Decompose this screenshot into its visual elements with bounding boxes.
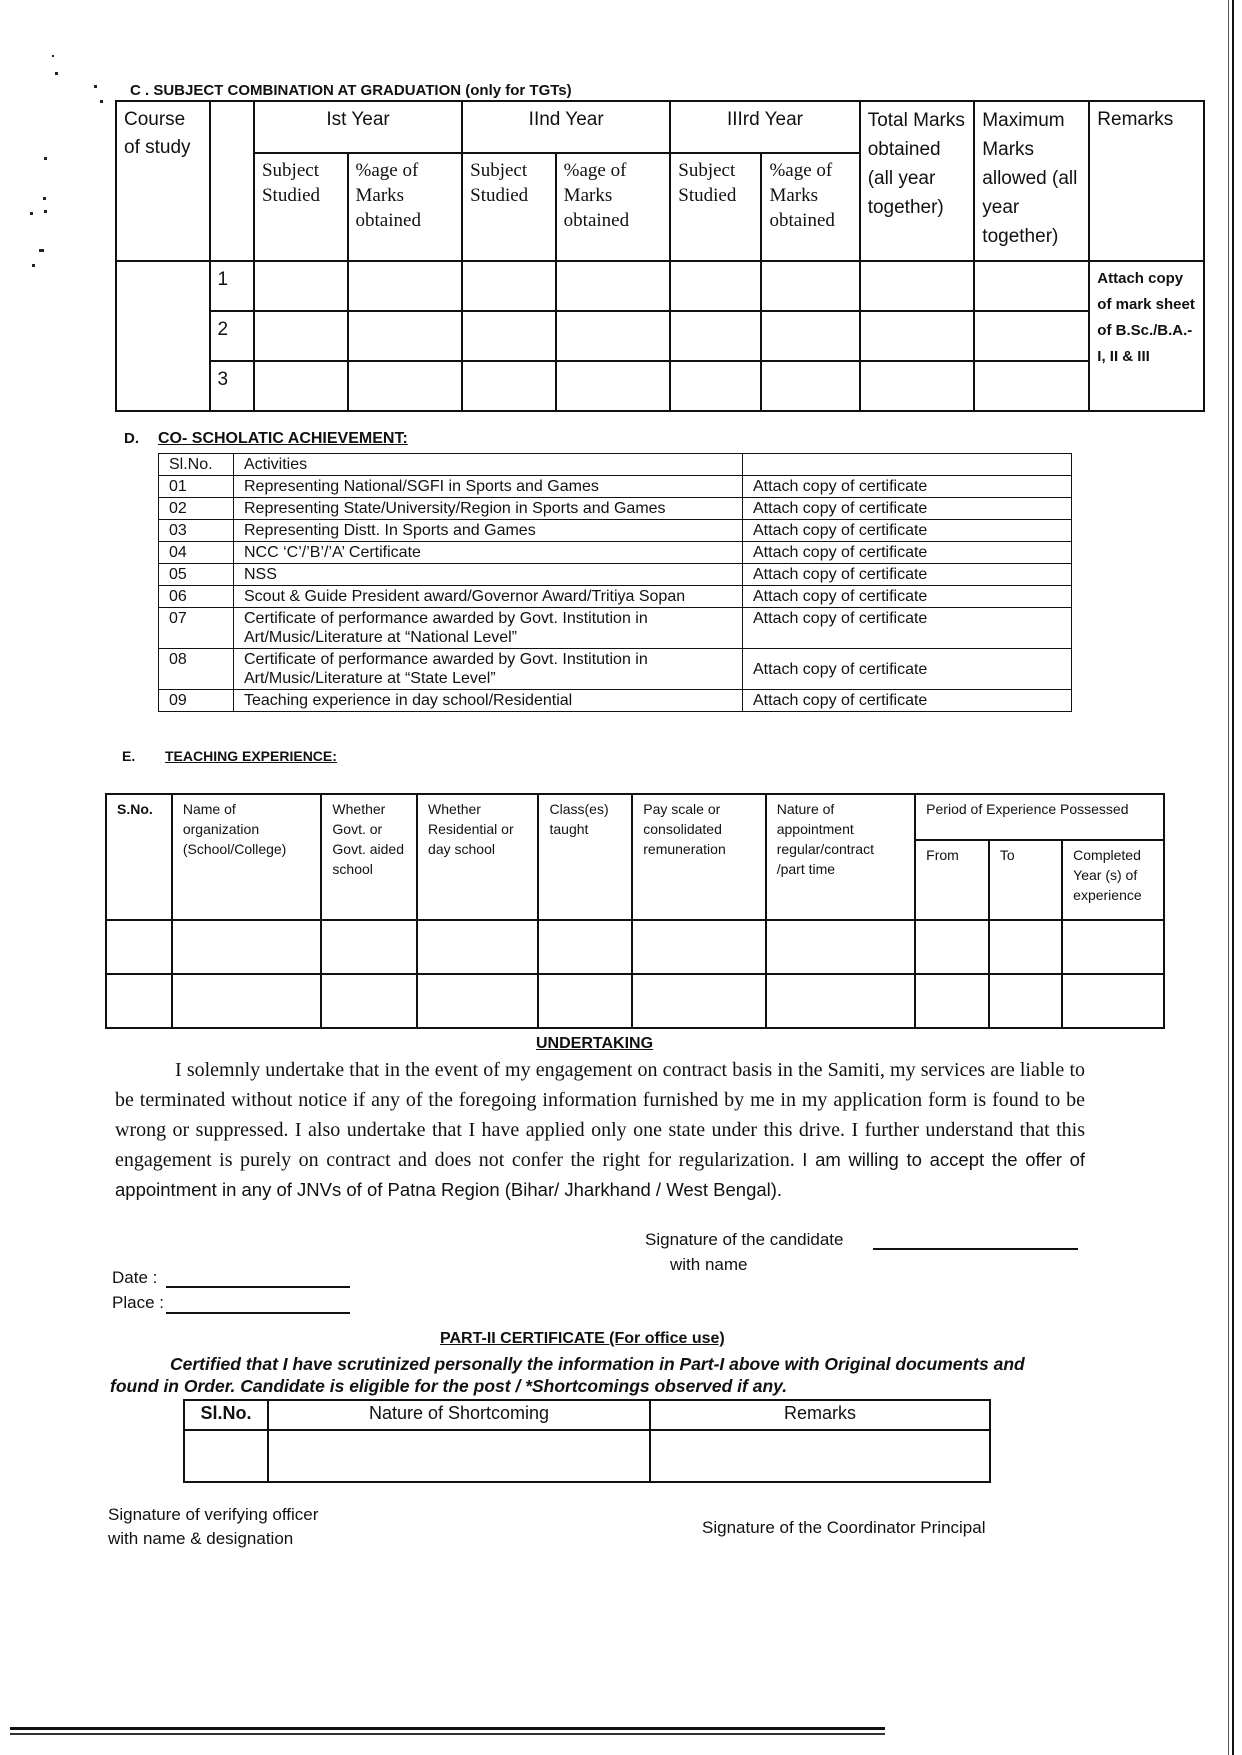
row-number: 2 (210, 311, 254, 361)
header-nature-of-appointment: Nature of appointment regular/contract /part time (766, 794, 915, 920)
teaching-experience-table (105, 793, 1165, 1029)
header-to: To (989, 840, 1062, 920)
cell[interactable] (1062, 920, 1164, 974)
table-row (159, 564, 1072, 586)
cell[interactable] (915, 974, 989, 1028)
cell[interactable] (650, 1430, 990, 1482)
activity: Teaching experience in day school/Residential (234, 690, 743, 712)
cell[interactable] (254, 311, 348, 361)
scan-speck (30, 212, 33, 215)
place-field[interactable] (166, 1312, 350, 1314)
cell[interactable] (632, 974, 765, 1028)
candidate-signature-label: Signature of the candidate (645, 1230, 844, 1249)
attach-note: Attach copy of certificate (743, 498, 1072, 520)
date-label: Date : (112, 1268, 158, 1287)
attach-note: Attach copy of certificate (743, 608, 1072, 649)
bottom-rule-2 (10, 1733, 885, 1735)
scan-right-border-inner (1228, 0, 1229, 1755)
header-subject-studied-2: Subject Studied (462, 153, 556, 261)
bottom-rule (10, 1727, 885, 1730)
activity: Scout & Guide President award/Governor Award/Tritiya Sopan (234, 586, 743, 608)
cell[interactable] (268, 1430, 650, 1482)
cell[interactable] (989, 920, 1062, 974)
header-row-number (210, 101, 254, 261)
sl-no: 09 (159, 690, 234, 712)
cell[interactable] (632, 920, 765, 974)
scan-speck (32, 264, 35, 267)
header-from: From (915, 840, 989, 920)
date-field[interactable] (166, 1286, 350, 1288)
cell[interactable] (348, 311, 463, 361)
table-row (159, 649, 1072, 690)
shortcoming-table (183, 1399, 991, 1483)
header-year-3: IIIrd Year (670, 101, 859, 153)
section-e-heading: TEACHING EXPERIENCE: (165, 748, 337, 764)
sl-no: 03 (159, 520, 234, 542)
activity: Representing National/SGFI in Sports and Games (234, 476, 743, 498)
cell[interactable] (761, 311, 859, 361)
table-row (184, 1430, 990, 1482)
remarks-note: Attach copy of mark sheet of B.Sc./B.A.- I, II & III (1089, 261, 1204, 411)
table-row (159, 542, 1072, 564)
candidate-with-name-label: with name (670, 1255, 748, 1274)
table-row (116, 261, 1204, 311)
section-c-heading: C . SUBJECT COMBINATION AT GRADUATION (only for TGTs) (130, 82, 572, 99)
cell[interactable] (766, 920, 915, 974)
header-sl-no: Sl.No. (184, 1400, 268, 1430)
cell[interactable] (462, 261, 556, 311)
sl-no: 05 (159, 564, 234, 586)
sl-no: 08 (159, 649, 234, 690)
sl-no: 06 (159, 586, 234, 608)
cell[interactable] (462, 311, 556, 361)
cell[interactable] (670, 261, 761, 311)
activity: Certificate of performance awarded by Govt. Institution in Art/Music/Literature at “State Level” (234, 649, 743, 690)
attach-note: Attach copy of certificate (743, 520, 1072, 542)
row-number: 3 (210, 361, 254, 411)
table-row (116, 311, 1204, 361)
header-subject-studied-1: Subject Studied (254, 153, 348, 261)
scan-right-border (1232, 0, 1234, 1755)
cell[interactable] (106, 974, 172, 1028)
activity: NSS (234, 564, 743, 586)
cell[interactable] (417, 920, 538, 974)
cell[interactable] (670, 361, 761, 411)
table-row (159, 498, 1072, 520)
header-attach (743, 454, 1072, 476)
table-header-row (184, 1400, 990, 1430)
cell[interactable] (538, 920, 632, 974)
header-remarks: Remarks (1089, 101, 1204, 261)
attach-note: Attach copy of certificate (743, 586, 1072, 608)
cell[interactable] (348, 261, 463, 311)
part2-heading: PART-II CERTIFICATE (For office use) (440, 1330, 725, 1347)
cell[interactable] (1062, 974, 1164, 1028)
cell[interactable] (761, 261, 859, 311)
cell[interactable] (974, 261, 1089, 311)
scan-speck (100, 100, 103, 103)
part2-statement: Certified that I have scrutinized personally the information in Part-I above with Original documents and found in Order. Candidate is eligible for the post / *Shortcomings observed if any. (110, 1354, 1025, 1396)
table-row (159, 586, 1072, 608)
cell[interactable] (556, 361, 671, 411)
section-d-label: D. (124, 430, 139, 447)
attach-note: Attach copy of certificate (743, 649, 1072, 690)
table-row (159, 608, 1072, 649)
header-pay-scale: Pay scale or consolidated remuneration (632, 794, 765, 920)
header-organization: Name of organization (School/College) (172, 794, 322, 920)
header-completed-years: Completed Year (s) of experience (1062, 840, 1164, 920)
undertaking-willing: I am willing to accept the offer of appointment in any of JNVs of of Patna Region (Bihar/ Jharkhand / West Bengal). (115, 1149, 1085, 1200)
header-activities: Activities (234, 454, 743, 476)
cell[interactable] (974, 311, 1089, 361)
scan-speck (43, 197, 46, 200)
table-row (116, 361, 1204, 411)
cell[interactable] (106, 920, 172, 974)
undertaking-body: I solemnly undertake that in the event of my engagement on contract basis in the Samiti, my services are liable to be terminated without notice if any of the foregoing information furnished by me in my application form is found to be wrong or suppressed. I also undertake that I have applied only one state under this drive. I further understand that this engagement is purely on contract and does not confer the right for regularization. (115, 1059, 1085, 1171)
sl-no: 07 (159, 608, 234, 649)
header-sno: S.No. (106, 794, 172, 920)
cell[interactable] (860, 361, 975, 411)
scan-speck (39, 249, 44, 252)
cell[interactable] (417, 974, 538, 1028)
scan-speck (94, 85, 97, 88)
candidate-signature-line[interactable] (873, 1248, 1078, 1250)
header-percentage-2: %age of Marks obtained (556, 153, 671, 261)
cell[interactable] (254, 361, 348, 411)
cell[interactable] (860, 261, 975, 311)
cell[interactable] (538, 974, 632, 1028)
cell[interactable] (321, 920, 417, 974)
activity: Representing Distt. In Sports and Games (234, 520, 743, 542)
header-residential: Whether Residential or day school (417, 794, 538, 920)
subject-combination-table (115, 100, 1205, 412)
header-remarks: Remarks (650, 1400, 990, 1430)
table-row (159, 520, 1072, 542)
header-govt-aided: Whether Govt. or Govt. aided school (321, 794, 417, 920)
sl-no: 04 (159, 542, 234, 564)
table-row (159, 690, 1072, 712)
cell[interactable] (172, 974, 322, 1028)
cell[interactable] (172, 920, 322, 974)
header-nature-of-shortcoming: Nature of Shortcoming (268, 1400, 650, 1430)
cell[interactable] (348, 361, 463, 411)
table-row (106, 974, 1164, 1028)
cell[interactable] (766, 974, 915, 1028)
attach-note: Attach copy of certificate (743, 564, 1072, 586)
undertaking-text (115, 1055, 1085, 1205)
header-period-of-experience: Period of Experience Possessed (915, 794, 1164, 840)
cell[interactable] (184, 1430, 268, 1482)
verifying-officer-signature (108, 1503, 318, 1551)
table-row (159, 476, 1072, 498)
activity: Certificate of performance awarded by Govt. Institution in Art/Music/Literature at “National Level” (234, 608, 743, 649)
sl-no: 02 (159, 498, 234, 520)
cell[interactable] (254, 261, 348, 311)
header-percentage-3: %age of Marks obtained (761, 153, 859, 261)
header-sl-no: Sl.No. (159, 454, 234, 476)
scan-speck (44, 157, 47, 160)
coordinator-principal-signature: Signature of the Coordinator Principal (702, 1518, 986, 1537)
header-year-2: IInd Year (462, 101, 670, 153)
co-scholastic-table (158, 453, 1072, 712)
header-subject-studied-3: Subject Studied (670, 153, 761, 261)
attach-note: Attach copy of certificate (743, 476, 1072, 498)
cell[interactable] (860, 311, 975, 361)
scan-speck (52, 55, 54, 57)
scan-speck (55, 72, 58, 75)
attach-note: Attach copy of certificate (743, 542, 1072, 564)
header-classes-taught: Class(es) taught (538, 794, 632, 920)
cell[interactable] (915, 920, 989, 974)
verifying-officer-line2: with name & designation (108, 1529, 294, 1548)
header-percentage-1: %age of Marks obtained (348, 153, 463, 261)
undertaking-heading: UNDERTAKING (536, 1035, 654, 1052)
scan-speck (44, 210, 47, 213)
cell[interactable] (556, 261, 671, 311)
verifying-officer-line1: Signature of verifying officer (108, 1505, 319, 1524)
section-d-heading: CO- SCHOLATIC ACHIEVEMENT: (158, 430, 408, 447)
table-row (106, 920, 1164, 974)
header-year-1: Ist Year (254, 101, 462, 153)
place-label: Place : (112, 1293, 164, 1312)
attach-note: Attach copy of certificate (743, 690, 1072, 712)
row-number: 1 (210, 261, 254, 311)
sl-no: 01 (159, 476, 234, 498)
section-e-label: E. (122, 748, 136, 764)
cell[interactable] (670, 311, 761, 361)
activity: NCC ‘C’/’B’/’A’ Certificate (234, 542, 743, 564)
course-of-study-cell[interactable] (116, 261, 210, 411)
header-course-of-study: Course of study (116, 101, 210, 261)
cell[interactable] (556, 311, 671, 361)
cell[interactable] (989, 974, 1062, 1028)
cell[interactable] (761, 361, 859, 411)
header-maximum-marks: Maximum Marks allowed (all year together) (974, 101, 1089, 261)
activity: Representing State/University/Region in Sports and Games (234, 498, 743, 520)
cell[interactable] (462, 361, 556, 411)
cell[interactable] (321, 974, 417, 1028)
cell[interactable] (974, 361, 1089, 411)
header-total-marks: Total Marks obtained (all year together) (860, 101, 975, 261)
table-header-row (159, 454, 1072, 476)
